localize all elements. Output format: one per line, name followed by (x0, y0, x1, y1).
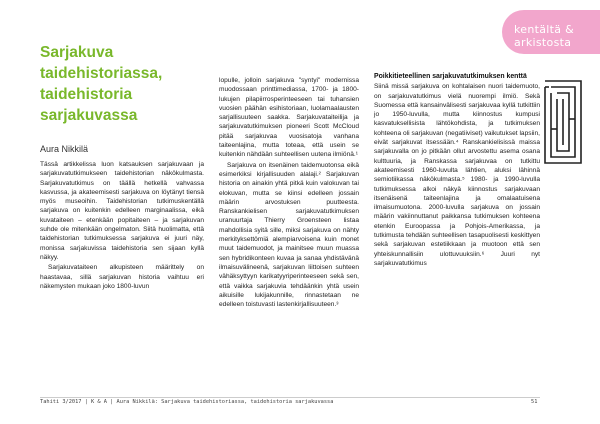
paragraph: Siinä missä sarjakuva on kohtalaisen nuori taidemuoto, on sarjakuvatutkimus vielä nuorempi ilmiö. Sekä Suomessa että kansainvälisesti sarjakuvaa kyllä tutkittiin jo 1950-luvulla, mutta kiinnostus kumpusi kasvatuksellisista lähtökohdista, ja tutkimuksen kohteena oli sarjakuvan (negatiiviset) vaikutukset lapsiin, eivät sarjakuvat itsessään.⁴ Ranskankielisissä maissa sarjakuvalla on jo pitkään ollut arvostettu asema osana kulttuuria, ja Ranskassa sarjakuvaa on tutkittu akateemisesti 1960-luvulta lähtien, aluksi lähinnä semiotiikassa näkökulmasta.⁵ 1980- ja 1990-luvulla tutkimuksessa alkoi näkyä kiinnostus sarjakuvaan itsenäisenä taiteenlajina ja omalaatuisena ilmaisumuotona. 2000-luvulla sarjakuva on jossain määrin vakiinnuttanut paikkansa tutkimuksen kohteena etenkin Euroopassa ja Pohjois-Amerikassa, ja tutkimusta tehdään suhteellisen tasapuolisesti keskittyen sekä sarjakuvan estetiikkaan ja muotoon että sen yhteiskunnallisiin ulottuvuuksiin.⁶ Juuri nyt sarjakuvatutkimus (374, 83, 540, 267)
section-heading: Poikkitieteellinen sarjakuvatutkimuksen kenttä (374, 73, 527, 80)
paragraph: Sarjakuva on itsenäinen taidemuotonsa eikä esimerkiksi kirjallisuuden alalaji.² Sarjakuvan historia on ainakin yhtä pitkä kuin valokuvan tai elokuvan, mutta se kiinsi edelleen jossain määrin arvostuksen puutteesta. Ranskankielisen sarjakuvatutkimuksen uranuurtaja Thierry Groensteen listaa mahdollisia syitä sille, miksi sarjakuva on nähty merkityksettömiä alempiarvoisena kuin monet muut taidemuodot, ja mainitsee muun muassa sen hybridikonteen kuvaa ja sanaa yhdistävänä ilmaisuvälineenä, sarjakuvan liittoisen suhteen vähäksyttyyn karikatyyriperinteeseen sekä sen, että vaikka sarjakuvia tehdäänkin yhtä usein aikuisille lukijakunnille, rinnastetaan ne edelleen toistuvasti lastenkirjallisuuteen.³ (219, 161, 359, 309)
article-title (40, 42, 230, 126)
article-title-line: Sarjakuva (40, 44, 114, 61)
article-title-line: taidehistoria (40, 86, 133, 103)
section-badge-label: kentältä & arkistosta (514, 23, 574, 49)
paragraph: Sarjakuvataiteen alkupisteen määrittely on haastavaa, sillä sarjakuvan historia vaihtuu eri näkemysten mukaan joko 1800-luvun (40, 264, 204, 290)
paragraph: Tässä artikkelissa luon katsauksen sarjakuvaan ja sarjakuvatutkimukseen taidehistorian näkökulmasta. Sarjakuvatutkimus on täällä hetkellä vahvassa kasvussa, ja akateemisesti sarjakuva on löytänyt tiensä myös museoihin. Taidehistorian tutkimuskentällä sarjakuva on kuitenkin edelleen marginaalissa, eikä kuvataiteen – etenkään popitaiteen – ja sarjakuvan suhde ole mitenkään ongelmaton. Siitä huolimatta, että taidehistorian tutkimuksessa sarjakuva ei juuri näy, monissa sarjakuvissa taidehistoria sen sijaan kyllä näkyy. (40, 161, 204, 261)
article-author: Aura Nikkilä (40, 144, 89, 154)
running-footer: Tahiti 3/2017 | K & A | Aura Nikkilä: Sarjakuva taidehistoriassa, taidehistoria sarjakuvassa (40, 399, 334, 405)
article-title-line: sarjakuvassa (40, 107, 138, 124)
labyrinth-icon (543, 79, 583, 165)
paragraph: lopulle, jolloin sarjakuva "syntyi" modernissa muodossaan printtimediassa, 1700- ja 1800-lukujen pilapiirrosperinteeseen tai tuhansien vuosien päähän esihistoriaan, luolamaalausten sarjallisuuteen saakka. Sarjakuvataiteilija ja sarjakuvatutkimuksen pioneeri Scott McCloud pitää sarjakuvaa vuosisatoja vanhana taiteenlajina, mutta toteaa, että usein se kuitenkin nähdään suhteellisen uutena ilmiönä.¹ (219, 77, 359, 159)
text-column-3 (374, 72, 540, 268)
text-column-2 (219, 76, 359, 309)
text-column-1 (40, 160, 204, 291)
article-title-line: taidehistoriassa, (40, 65, 163, 82)
footer-divider (40, 397, 540, 398)
page-number: 51 (531, 399, 538, 405)
